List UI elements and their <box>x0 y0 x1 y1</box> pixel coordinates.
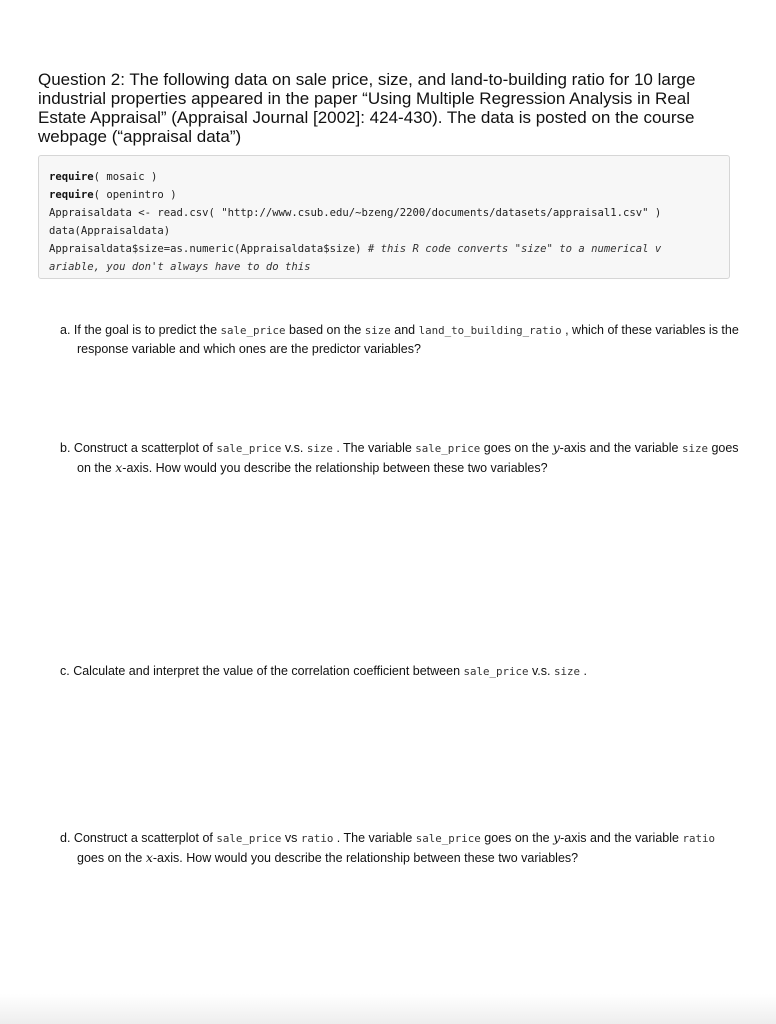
part-text: and <box>390 323 419 337</box>
inline-code: sale_price <box>216 442 282 455</box>
inline-code: sale_price <box>463 665 529 678</box>
code-line-4: data(Appraisaldata) <box>49 225 171 237</box>
part-text: goes on the <box>480 831 554 845</box>
part-text: v.s. <box>281 441 307 455</box>
inline-code: ratio <box>682 832 715 845</box>
r-code-block <box>38 155 730 279</box>
math-symbol: x <box>145 850 153 865</box>
inline-code: ratio <box>300 832 334 845</box>
part-text: , which of these variables is the response variable and which ones are the predictor variables? <box>77 323 739 356</box>
part-text: Construct a scatterplot of <box>70 441 217 455</box>
part-text: . The variable <box>333 831 416 845</box>
part-label: a. <box>60 323 71 337</box>
inline-code: sale_price <box>415 832 481 845</box>
part-text: . The variable <box>332 441 416 455</box>
code-keyword: require <box>49 189 94 201</box>
inline-code: size <box>306 442 333 455</box>
math-symbol: y <box>552 440 560 455</box>
part-label: d. <box>60 831 71 845</box>
code-line-1 <box>49 168 721 186</box>
part-text: v.s. <box>528 664 554 678</box>
inline-code: size <box>364 324 391 337</box>
question-part-a <box>60 321 740 359</box>
code-text: ( openintro ) <box>93 189 177 201</box>
part-label: b. <box>60 441 71 455</box>
part-text: goes on the <box>77 851 146 865</box>
part-text: Calculate and interpret the value of the correlation coefficient between <box>69 664 464 678</box>
inline-code: sale_price <box>415 442 481 455</box>
code-text: ( mosaic ) <box>93 171 158 183</box>
bottom-shadow <box>0 994 776 1024</box>
code-keyword: require <box>49 171 94 183</box>
code-text: Appraisaldata$size=as.numeric(Appraisaldata$size) <box>49 243 368 255</box>
part-text: -axis and the variable <box>559 441 682 455</box>
inline-code: sale_price <box>220 324 286 337</box>
part-text: goes on the <box>77 441 739 475</box>
question-part-d <box>60 828 740 868</box>
code-line-5 <box>49 240 721 258</box>
part-text: -axis. How would you describe the relationship between these two variables? <box>122 461 548 475</box>
part-text: vs <box>281 831 301 845</box>
part-text: goes on the <box>480 441 553 455</box>
question-part-b <box>60 438 740 478</box>
inline-code: sale_price <box>216 832 282 845</box>
inline-code: size <box>681 442 708 455</box>
part-text: -axis. How would you describe the relationship between these two variables? <box>152 851 579 865</box>
part-text: based on the <box>285 323 365 337</box>
question-title: Question 2: The following data on sale price, size, and land-to-building ratio for 10 large industrial properties appeared in the paper “Using Multiple Regression Analysis in Real Estate Appraisal” (Appraisal Journal [2002]: 424-430). The data is posted on the course webpage (“appraisal data”) <box>38 70 696 146</box>
inline-code: size <box>553 665 580 678</box>
code-line-6: ariable, you don't always have to do this <box>49 261 311 273</box>
math-symbol: y <box>553 830 561 845</box>
part-text: Construct a scatterplot of <box>70 831 217 845</box>
part-text: . <box>580 664 587 678</box>
code-line-2 <box>49 186 721 204</box>
math-symbol: x <box>115 460 123 475</box>
part-text: If the goal is to predict the <box>70 323 221 337</box>
code-comment: # this R code converts "size" to a numerical v <box>367 243 662 255</box>
question-part-c <box>60 662 740 681</box>
inline-code: land_to_building_ratio <box>418 324 562 337</box>
code-line-3: Appraisaldata <- read.csv( "http://www.csub.edu/~bzeng/2200/documents/datasets/appraisal1.csv" ) <box>49 207 662 219</box>
part-label: c. <box>60 664 70 678</box>
part-text: -axis and the variable <box>560 831 683 845</box>
